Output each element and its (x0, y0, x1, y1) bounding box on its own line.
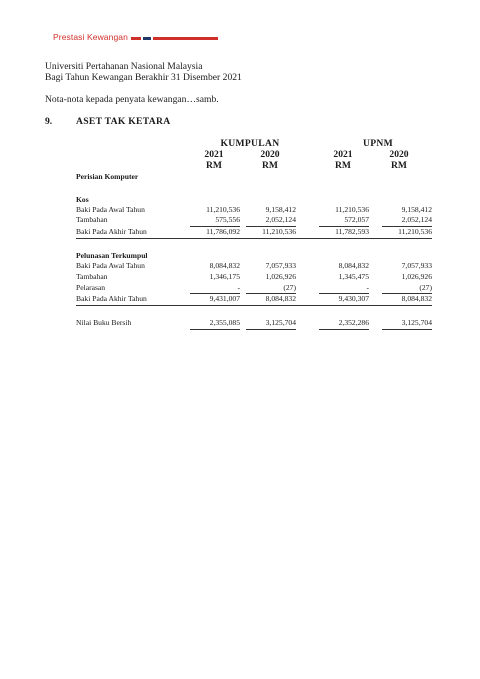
table-cell: 11,782,593 (335, 227, 369, 236)
table-cell: 11,786,092 (206, 227, 240, 236)
table-cell: 11,210,536 (398, 227, 432, 236)
table-cell: 575,556 (215, 215, 240, 224)
header-accent-bar-3 (153, 37, 218, 40)
pelunasan-row-label: Pelarasan (76, 283, 106, 292)
kos-heading: Kos (76, 195, 89, 204)
table-cell: (27) (283, 283, 296, 292)
total-rule (76, 238, 432, 239)
section-number: 9. (45, 116, 53, 127)
note-text: Nota-nota kepada penyata kewangan…samb. (45, 94, 219, 105)
kos-row-label: Baki Pada Awal Tahun (76, 205, 145, 214)
col-unit-4: RM (391, 160, 407, 171)
table-cell: 9,158,412 (401, 205, 432, 214)
table-cell: 2,052,124 (265, 215, 296, 224)
table-cell: 2,352,286 (338, 318, 369, 327)
header-title: Prestasi Kewangan (53, 32, 128, 42)
table-cell: 11,210,536 (206, 205, 240, 214)
table-cell: 11,210,536 (262, 227, 296, 236)
table-cell: 9,158,412 (265, 205, 296, 214)
table-cell: 1,345,475 (338, 272, 369, 281)
group-upnm: UPNM (363, 138, 393, 149)
kos-row-label: Baki Pada Akhir Tahun (76, 227, 147, 236)
table-cell: 8,084,832 (401, 294, 432, 303)
period-text: Bagi Tahun Kewangan Berakhir 31 Disember 2021 (45, 72, 242, 83)
table-cell: - (237, 283, 240, 292)
table-cell: 1,026,926 (401, 272, 432, 281)
kos-row-label: Tambahan (76, 215, 108, 224)
col-year-2: 2020 (260, 149, 280, 160)
table-cell: 3,125,704 (401, 318, 432, 327)
nbv-rule (382, 329, 432, 330)
table-cell: 8,084,832 (209, 261, 240, 270)
table-cell: 3,125,704 (265, 318, 296, 327)
pelunasan-row-label: Baki Pada Akhir Tahun (76, 294, 147, 303)
category-label: Perisian Komputer (76, 172, 139, 181)
table-cell: - (366, 283, 369, 292)
pelunasan-heading: Pelunasan Terkumpul (76, 251, 148, 260)
nbv-rule (190, 329, 240, 330)
table-cell: 8,084,832 (338, 261, 369, 270)
col-unit-1: RM (206, 160, 222, 171)
table-cell: (27) (419, 283, 432, 292)
table-cell: 1,026,926 (265, 272, 296, 281)
table-cell: 9,430,307 (338, 294, 369, 303)
total-rule (76, 305, 432, 306)
table-cell: 1,346,175 (209, 272, 240, 281)
table-cell: 8,084,832 (265, 294, 296, 303)
header-accent-bar-1 (131, 37, 141, 40)
col-unit-3: RM (335, 160, 351, 171)
col-year-4: 2020 (389, 149, 409, 160)
table-cell: 7,057,933 (401, 261, 432, 270)
nbv-label: Nilai Buku Bersih (76, 318, 132, 327)
group-kumpulan: KUMPULAN (220, 138, 280, 149)
table-cell: 9,431,007 (209, 294, 240, 303)
section-title: ASET TAK KETARA (76, 116, 171, 127)
table-cell: 2,355,085 (209, 318, 240, 327)
col-year-3: 2021 (333, 149, 353, 160)
header-accent-bar-2 (143, 37, 151, 40)
table-cell: 2,052,124 (401, 215, 432, 224)
col-unit-2: RM (262, 160, 278, 171)
pelunasan-row-label: Baki Pada Awal Tahun (76, 261, 145, 270)
col-year-1: 2021 (204, 149, 224, 160)
table-cell: 11,210,536 (335, 205, 369, 214)
pelunasan-row-label: Tambahan (76, 272, 108, 281)
table-cell: 7,057,933 (265, 261, 296, 270)
nbv-rule (319, 329, 369, 330)
table-cell: 572,057 (344, 215, 369, 224)
nbv-rule (246, 329, 296, 330)
institution-name: Universiti Pertahanan Nasional Malaysia (45, 61, 203, 72)
